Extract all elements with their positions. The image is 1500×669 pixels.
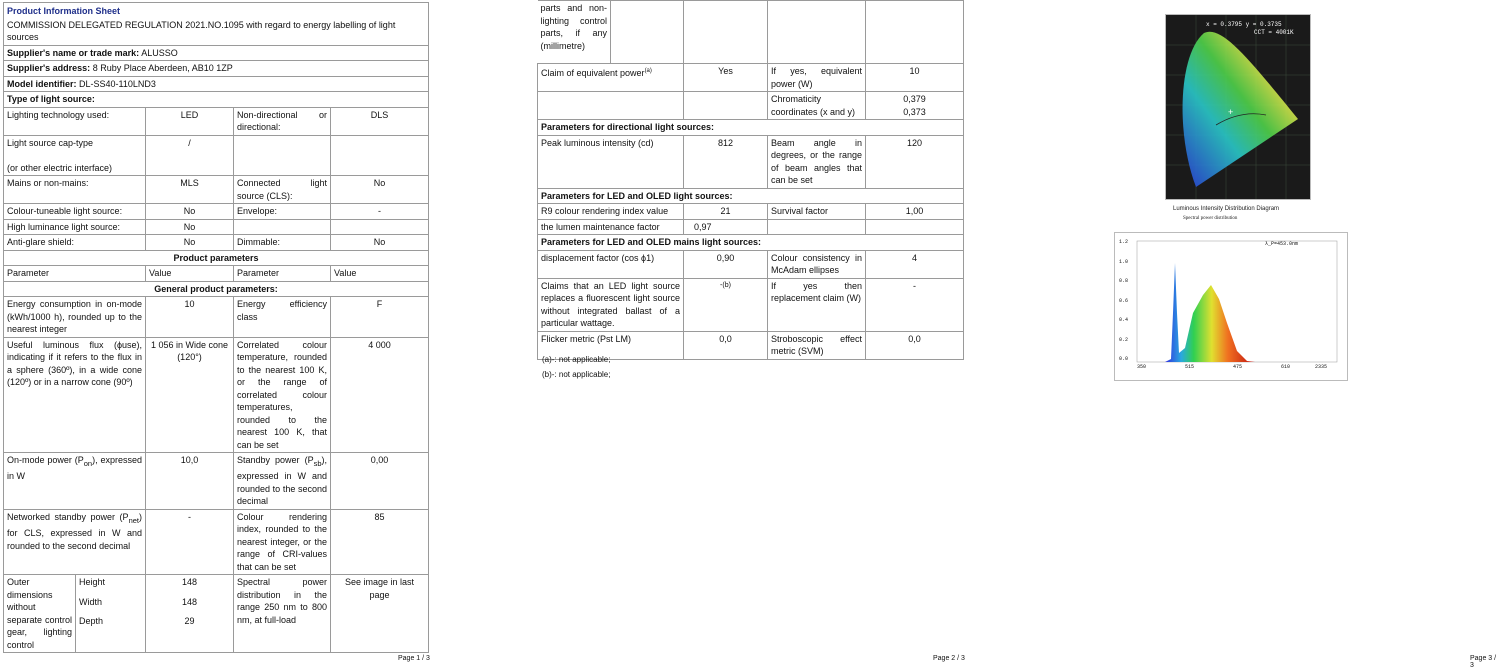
lighting-tech-value: LED (146, 107, 234, 135)
networked-label: Networked standby power $(P_{net})$ for CLS, expressed in W and rounded to the second decimal (4, 509, 146, 575)
r9-value: 21 (684, 204, 768, 220)
type-heading: Type of light source: (4, 92, 429, 108)
page-number: Page 3 / 3 (1470, 655, 1497, 669)
survival-label: Survival factor (768, 204, 866, 220)
beam-value: 120 (866, 135, 964, 188)
cri-value: 85 (331, 509, 429, 575)
outer-dimensions-label: Outer dimensions without separate control gear, lighting control (4, 575, 76, 653)
cap-type-value: / (146, 135, 234, 176)
spd-x-tick: 475 (1233, 364, 1243, 370)
cri-label: Colour rendering index, rounded to the nearest integer, or the range of CRI-values that can be set (234, 509, 331, 575)
model-row: Model identifier: DL-SS40-110LND3 (4, 76, 429, 92)
strobo-value: 0,0 (866, 331, 964, 359)
flux-value: 1 056 in Wide cone (120°) (146, 337, 234, 453)
spd-label: Spectral power distribution in the range 250 nm to 800 nm, at full-load (234, 575, 331, 653)
survival-value: 1,00 (866, 204, 964, 220)
page-number: Page 1 / 3 (398, 655, 430, 662)
col-value: Value (146, 266, 234, 282)
page-1 (0, 0, 430, 665)
dimmable-label: Dimmable: (234, 235, 331, 251)
lighting-tech-label: Lighting technology used: (4, 107, 146, 135)
footnote-a: (a)-: not applicable; (542, 355, 611, 364)
cct-label: Correlated colour temperature, rounded to the nearest 100 K, or the range of correlated colour temperatures, rounded to the nearest 100 K, that can be set (234, 337, 331, 453)
r9-label: R9 colour rendering index value (538, 204, 684, 220)
led-heading: Parameters for LED and OLED light sources: (538, 188, 964, 204)
spd-y-tick: 0.0 (1119, 356, 1129, 362)
peak-label: Peak luminous intensity (cd) (538, 135, 684, 188)
beam-label: Beam angle in degrees, or the range of beam angles that can be set (768, 135, 866, 188)
lumen-maint-label: the lumen maintenance factor (538, 219, 684, 235)
height-value: 148 (146, 575, 234, 595)
supplier-row: Supplier's name or trade mark: ALUSSO (4, 45, 429, 61)
disp-label: displacement factor (cos ϕ1) (538, 250, 684, 278)
empty-cell (538, 92, 684, 120)
spd-x-tick: 515 (1185, 364, 1195, 370)
replacement-value: - (866, 278, 964, 331)
highlum-label: High luminance light source: (4, 219, 146, 235)
mcadam-label: Colour consistency in McAdam ellipses (768, 250, 866, 278)
standby-value: 0,00 (331, 453, 429, 510)
general-heading: General product parameters: (4, 281, 429, 297)
connected-label: Connected light source (CLS): (234, 176, 331, 204)
energy-value: 10 (146, 297, 234, 338)
strobo-label: Stroboscopic effect metric (SVM) (768, 331, 866, 359)
empty-cell (234, 135, 331, 176)
tuneable-value: No (146, 204, 234, 220)
spd-readout: λ_P=453.0nm (1265, 241, 1299, 247)
disp-value: 0,90 (684, 250, 768, 278)
antiglare-value: No (146, 235, 234, 251)
spd-y-tick: 0.6 (1119, 297, 1129, 304)
dimmable-value: No (331, 235, 429, 251)
product-info-table-page-1 (3, 2, 429, 653)
mcadam-value: 4 (866, 250, 964, 278)
cct-readout: CCT = 4001K (1254, 29, 1294, 36)
equiv-claim-label: Claim of equivalent power$^{(a)}$ (538, 64, 684, 92)
cie-chromaticity-diagram (1165, 14, 1311, 200)
empty-cell (866, 1, 964, 64)
width-value: 148 (146, 595, 234, 614)
spd-x-tick: 610 (1281, 364, 1291, 370)
spd-caption: Spectral power distribution (1183, 216, 1238, 221)
standby-label: Standby power $(P_{sb})$, expressed in W and rounded to the second decimal (234, 453, 331, 510)
cct-value: 4 000 (331, 337, 429, 453)
flux-label: Useful luminous flux (ϕuse), indicating if it refers to the flux in a sphere (360º), in a wide cone (120º) or in a narrow cone (90º) (4, 337, 146, 453)
spd-y-tick: 0.8 (1119, 278, 1129, 284)
spd-y-tick: 1.2 (1119, 239, 1129, 245)
page-number: Page 2 / 3 (933, 655, 965, 662)
cap-type-label: Light source cap-type (or other electric interface) (4, 135, 146, 176)
spd-value: See image in last page (331, 575, 429, 653)
depth-value: 29 (146, 614, 234, 653)
envelope-value: - (331, 204, 429, 220)
cie-diagram-image (1166, 15, 1310, 199)
claims-label: Claims that an LED light source replaces a fluorescent light source without integrated ballast of a particular wattage. (538, 278, 684, 331)
col-parameter: Parameter (234, 266, 331, 282)
empty-cell (684, 1, 768, 64)
connected-value: No (331, 176, 429, 204)
flicker-value: 0,0 (684, 331, 768, 359)
chroma-label: Chromaticity coordinates (x and y) (768, 92, 866, 120)
sheet-title: Product Information Sheet (4, 3, 429, 18)
claims-value: -(b) (684, 278, 768, 331)
nondirectional-value: DLS (331, 107, 429, 135)
col-parameter: Parameter (4, 266, 146, 282)
equiv-claim-value: Yes (684, 64, 768, 92)
led-mains-heading: Parameters for LED and OLED mains light sources: (538, 235, 964, 251)
mains-label: Mains or non-mains: (4, 176, 146, 204)
highlum-value: No (146, 219, 234, 235)
svg-text:+: + (1228, 107, 1234, 117)
energy-label: Energy consumption in on-mode (kWh/1000 h), rounded up to the nearest integer (4, 297, 146, 338)
onmode-label: On-mode power $(P_{on})$, expressed in W (4, 453, 146, 510)
replacement-label: If yes then replacement claim (W) (768, 278, 866, 331)
spd-image (1115, 233, 1347, 380)
flicker-label: Flicker metric (Pst LM) (538, 331, 684, 359)
equiv-power-label: If yes, equivalent power (W) (768, 64, 866, 92)
spd-x-tick: 350 (1137, 364, 1147, 370)
product-info-table-page-2 (537, 0, 964, 360)
spd-x-tick: 2335 (1315, 364, 1328, 370)
empty-cell (611, 1, 684, 64)
networked-value: - (146, 509, 234, 575)
chroma-value: 0,379 0,373 (866, 92, 964, 120)
spectral-power-chart (1114, 232, 1348, 381)
spd-y-tick: 0.4 (1119, 317, 1129, 323)
cie-readout: x = 0.3795 y = 0.3735 (1206, 21, 1282, 28)
depth-label: Depth (76, 614, 146, 653)
height-label: Height (76, 575, 146, 595)
width-label: Width (76, 595, 146, 614)
empty-cell (866, 219, 964, 235)
empty-cell (768, 1, 866, 64)
spd-y-tick: 0.2 (1119, 336, 1129, 343)
empty-cell (331, 135, 429, 176)
mains-value: MLS (146, 176, 234, 204)
footnote-b: (b)-: not applicable; (542, 370, 611, 379)
directional-heading: Parameters for directional light sources: (538, 120, 964, 136)
lumen-maint-value: 0,97 (684, 219, 768, 235)
antiglare-label: Anti-glare shield: (4, 235, 146, 251)
spd-y-tick: 1.0 (1119, 258, 1129, 265)
address-row: Supplier's address: 8 Ruby Place Aberdeen, AB10 1ZP (4, 61, 429, 77)
empty-cell (234, 219, 331, 235)
equiv-power-value: 10 (866, 64, 964, 92)
cie-caption: Luminous Intensity Distribution Diagram (1173, 206, 1280, 212)
dimensions-continued-label: parts and non-lighting control parts, if any (millimetre) (538, 1, 611, 64)
peak-value: 812 (684, 135, 768, 188)
onmode-value: 10,0 (146, 453, 234, 510)
envelope-label: Envelope: (234, 204, 331, 220)
empty-cell (768, 219, 866, 235)
tuneable-label: Colour-tuneable light source: (4, 204, 146, 220)
empty-cell (684, 92, 768, 120)
efficiency-label: Energy efficiency class (234, 297, 331, 338)
nondirectional-label: Non-directional or directional: (234, 107, 331, 135)
col-value: Value (331, 266, 429, 282)
efficiency-value: F (331, 297, 429, 338)
product-params-heading: Product parameters (4, 250, 429, 266)
regulation-text: COMMISSION DELEGATED REGULATION 2021.NO.1095 with regard to energy labelling of light sources (4, 18, 429, 46)
empty-cell (331, 219, 429, 235)
